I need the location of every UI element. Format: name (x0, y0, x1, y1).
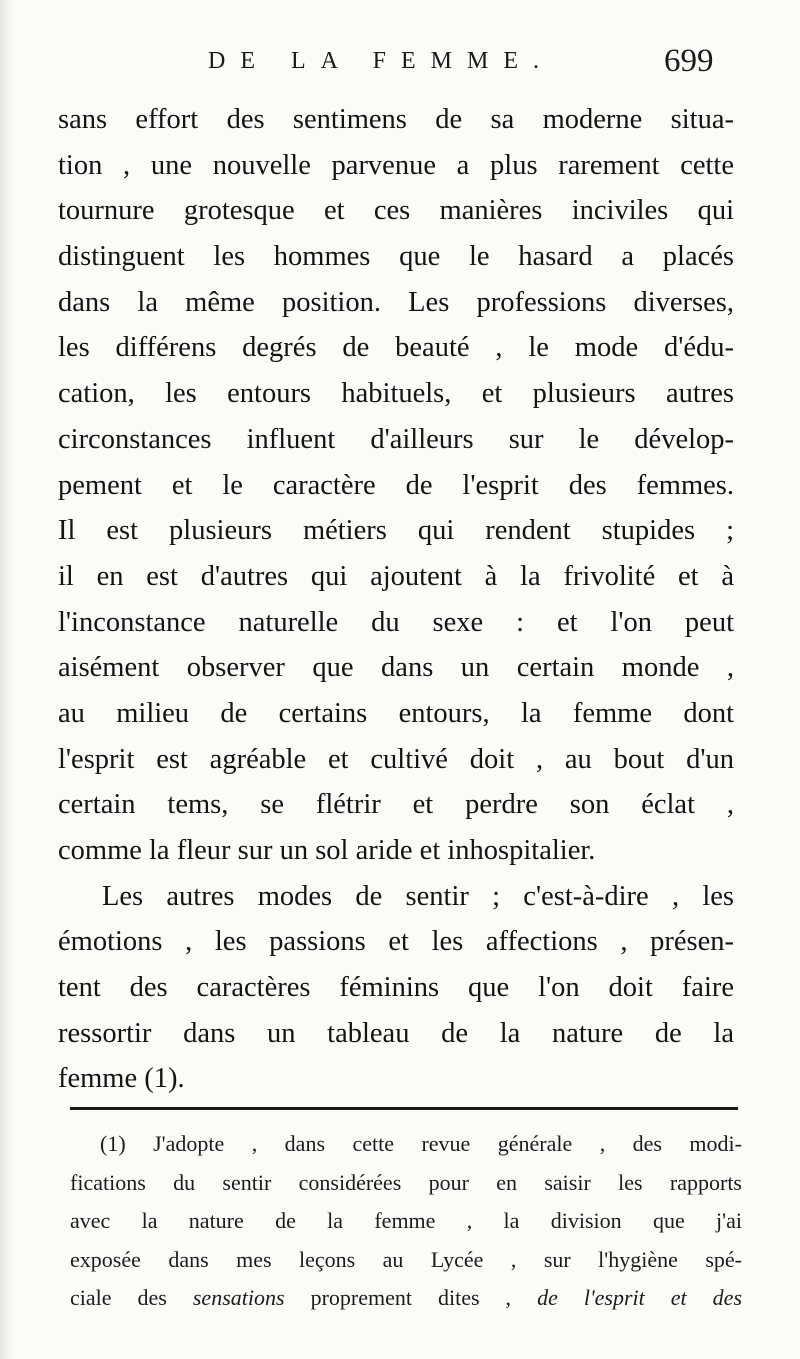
text-line: Il est plusieurs métiers qui rendent stupides ; (58, 515, 734, 547)
footnote-italic-text: sensations (192, 1285, 285, 1310)
text-line: pement et le caractère de l'esprit des femmes. (58, 469, 734, 501)
footnote-text: proprement dites , (310, 1285, 512, 1310)
text-line: l'inconstance naturelle du sexe : et l'on peut (58, 606, 734, 638)
paragraph-first-line: Les autres modes de sentir ; c'est-à-dire , les (102, 880, 734, 912)
page-edge-shadow (0, 0, 14, 1359)
text-line: tent des caractères féminins que l'on doit faire (58, 972, 734, 1004)
footnote-text: ciale des (70, 1285, 167, 1310)
text-line: circonstances influent d'ailleurs sur le dévelop- (58, 423, 734, 455)
page-header (0, 43, 800, 86)
text-line: sans effort des sentimens de sa moderne situa- (58, 104, 734, 135)
text-line: les différens degrés de beauté , le mode d'édu- (58, 332, 734, 364)
footnote (70, 1125, 742, 1318)
text-line: il en est d'autres qui ajoutent à la frivolité et à (58, 560, 734, 592)
main-text (58, 97, 734, 1102)
footnote-line (70, 1279, 742, 1318)
footnote-separator-rule (70, 1107, 738, 1110)
text-line: ressortir dans un tableau de la nature de la (58, 1017, 734, 1049)
footnote-italic-text: de l'esprit et des (537, 1285, 743, 1310)
text-line: certain tems, se flétrir et perdre son éclat , (58, 789, 734, 821)
page-number: 699 (664, 43, 714, 79)
text-line: dans la même position. Les professions diverses, (58, 286, 734, 318)
text-line: tion , une nouvelle parvenue a plus rarement cette (58, 149, 734, 181)
footnote-line: (1) J'adopte , dans cette revue générale , des modi- (100, 1131, 742, 1156)
text-line: tournure grotesque et ces manières inciviles qui (58, 195, 734, 227)
text-line: distinguent les hommes que le hasard a placés (58, 241, 734, 273)
running-title: DE LA FEMME. (208, 48, 555, 74)
text-line: cation, les entours habituels, et plusieurs autres (58, 378, 734, 410)
footnote-line: exposée dans mes leçons au Lycée , sur l'hygiène spé- (70, 1246, 742, 1272)
text-line: au milieu de certains entours, la femme dont (58, 697, 734, 729)
text-line: comme la fleur sur un sol aride et inhospitalier. (58, 835, 596, 866)
text-line: femme (1). (58, 1063, 185, 1095)
text-line: émotions , les passions et les affections , présen- (58, 926, 734, 958)
footnote-line: avec la nature de la femme , la division que j'ai (70, 1208, 742, 1233)
text-line: l'esprit est agréable et cultivé doit , au bout d'un (58, 743, 734, 775)
text-line: aisément observer que dans un certain monde , (58, 652, 734, 684)
footnote-line: fications du sentir considérées pour en saisir les rapports (70, 1169, 742, 1195)
